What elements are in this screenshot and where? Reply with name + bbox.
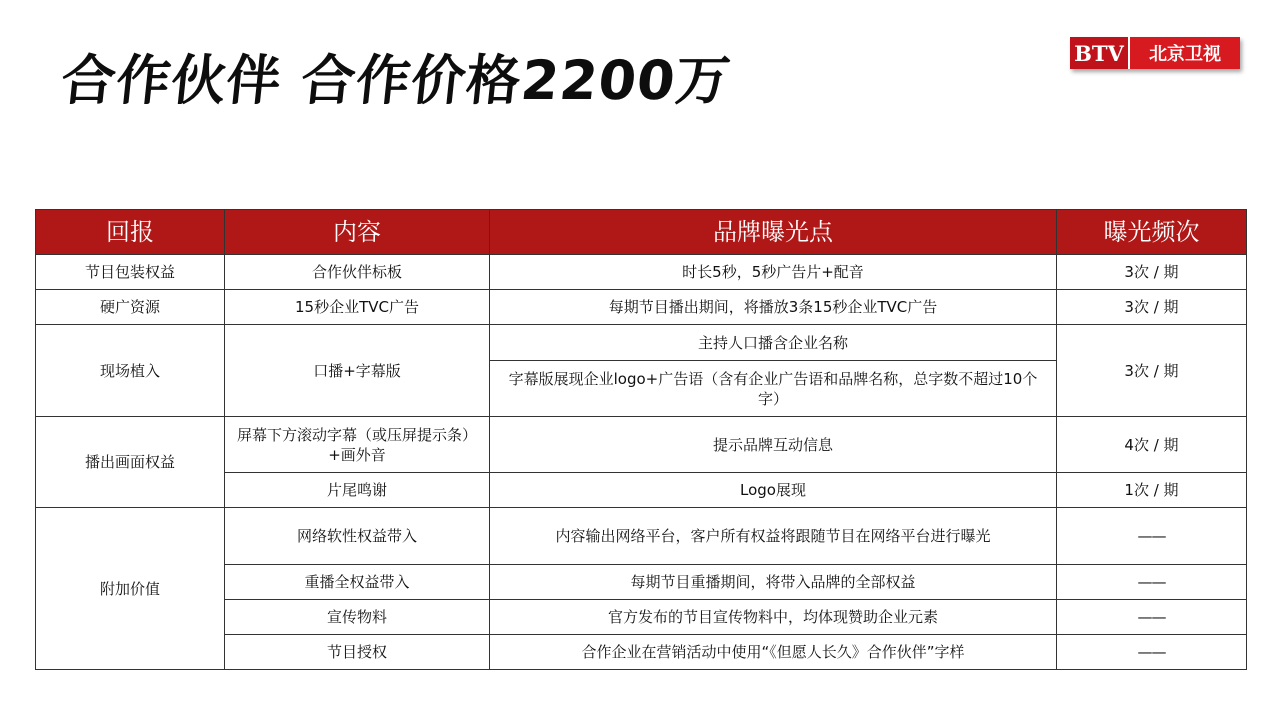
exposure-cell: 主持人口播含企业名称 (490, 325, 1057, 361)
header-cell: 回报 (36, 210, 225, 255)
frequency-cell: —— (1057, 600, 1247, 635)
category-cell: 播出画面权益 (36, 417, 225, 508)
btv-logo (1070, 37, 1240, 69)
table-row (36, 417, 1247, 473)
frequency-cell: 3次 / 期 (1057, 255, 1247, 290)
table-header-row (36, 210, 1247, 255)
frequency-cell: 3次 / 期 (1057, 290, 1247, 325)
frequency-cell: 1次 / 期 (1057, 473, 1247, 508)
header-cell: 品牌曝光点 (490, 210, 1057, 255)
logo-btv-text: BTV (1070, 37, 1128, 69)
exposure-cell: 内容输出网络平台，客户所有权益将跟随节目在网络平台进行曝光 (490, 508, 1057, 565)
content-cell: 网络软性权益带入 (225, 508, 490, 565)
content-cell: 重播全权益带入 (225, 565, 490, 600)
exposure-cell: Logo展现 (490, 473, 1057, 508)
header-cell: 内容 (225, 210, 490, 255)
category-cell: 附加价值 (36, 508, 225, 670)
exposure-cell: 每期节目重播期间，将带入品牌的全部权益 (490, 565, 1057, 600)
frequency-cell: —— (1057, 635, 1247, 670)
table-row (36, 255, 1247, 290)
frequency-cell: —— (1057, 508, 1247, 565)
table-row (36, 508, 1247, 565)
header-cell: 曝光频次 (1057, 210, 1247, 255)
logo-channel-name: 北京卫视 (1128, 37, 1240, 69)
exposure-cell: 时长5秒，5秒广告片+配音 (490, 255, 1057, 290)
category-cell: 现场植入 (36, 325, 225, 417)
content-cell: 屏幕下方滚动字幕（或压屏提示条）+画外音 (225, 417, 490, 473)
frequency-cell: 4次 / 期 (1057, 417, 1247, 473)
exposure-cell: 官方发布的节目宣传物料中，均体现赞助企业元素 (490, 600, 1057, 635)
content-cell: 节目授权 (225, 635, 490, 670)
content-cell: 片尾鸣谢 (225, 473, 490, 508)
frequency-cell: 3次 / 期 (1057, 325, 1247, 417)
content-cell: 宣传物料 (225, 600, 490, 635)
content-cell: 合作伙伴标板 (225, 255, 490, 290)
table-row (36, 325, 1247, 361)
frequency-cell: —— (1057, 565, 1247, 600)
rights-table (35, 209, 1247, 670)
content-cell: 15秒企业TVC广告 (225, 290, 490, 325)
page-title: 合作伙伴 合作价格2200万 (58, 49, 734, 112)
content-cell: 口播+字幕版 (225, 325, 490, 417)
exposure-cell: 每期节目播出期间，将播放3条15秒企业TVC广告 (490, 290, 1057, 325)
category-cell: 节目包装权益 (36, 255, 225, 290)
category-cell: 硬广资源 (36, 290, 225, 325)
table-row (36, 290, 1247, 325)
exposure-cell: 提示品牌互动信息 (490, 417, 1057, 473)
exposure-cell: 合作企业在营销活动中使用“《但愿人长久》合作伙伴”字样 (490, 635, 1057, 670)
exposure-cell: 字幕版展现企业logo+广告语（含有企业广告语和品牌名称，总字数不超过10个字） (490, 361, 1057, 417)
